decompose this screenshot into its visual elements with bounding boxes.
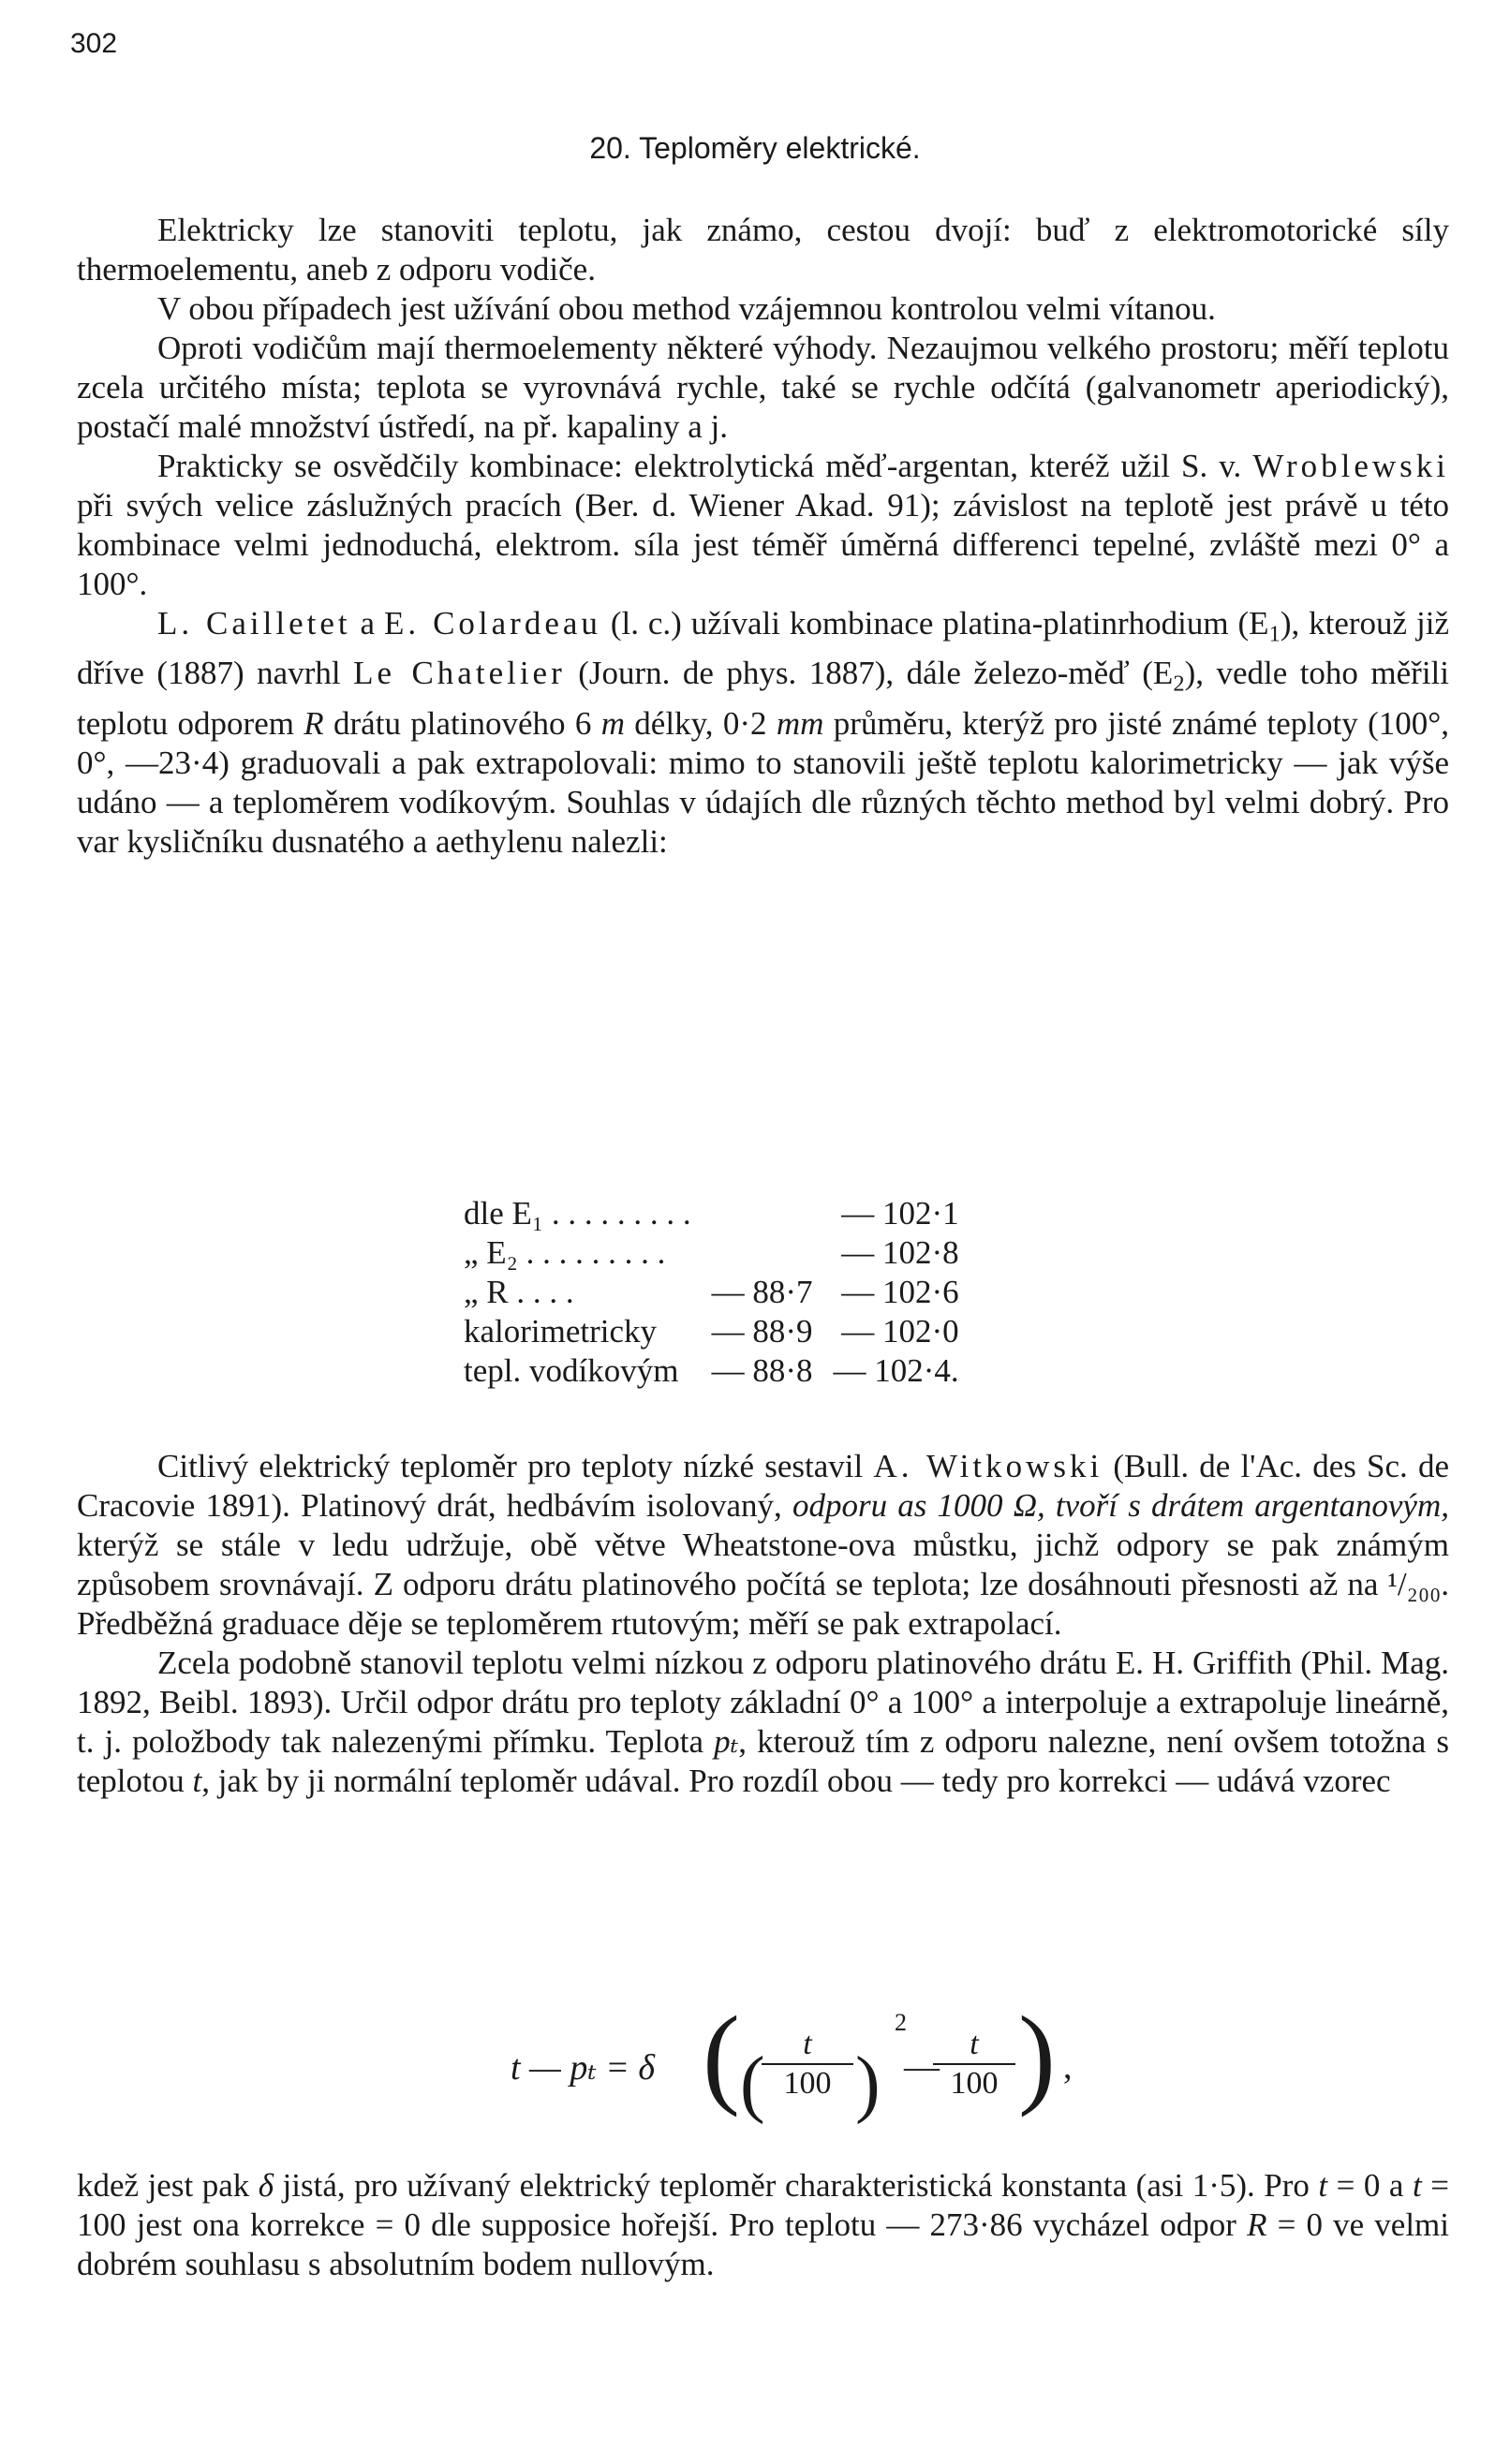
formula-fraction-2: t 100 (927, 2026, 1021, 2103)
table-cell-label: „ R . . . . (464, 1274, 574, 1310)
author-name: E. Colardeau (384, 605, 601, 642)
paragraph-7: Zcela podobně stanovil teplotu velmi nízkou z odporu platinového drátu E. H. Griffith (Phil. Mag. 1892, Beibl. 1893). Určil odpor drátu pro teploty základní 0° a 100° a interpoluje a extrapoluje lineárně, t. j. položbody tak nalezenými přímku. Teplota pₜ, kterouž tím z odporu nalezne, není ovšem totožna s teplotou t, jak by ji normální teploměr udával. Pro rozdíl obou — tedy pro korrekci — udává vzorec (77, 1645, 1450, 1799)
paragraph-2: V obou případech jest užívání obou method vzájemnou kontrolou velmi vítanou. (157, 290, 1216, 327)
paragraph-5: L. Cailletet a E. Colardeau (l. c.) užívali kombinace platina-platinrhodium $(E_1)$, kterouž již dříve (1887) navrhl Le Chatelier (Journ. de phys. 1887), dále železo-měď $(E_2)$, vedle toho měřili teplotu odporem R drátu platinového 6 m délky, 0·2 mm průměru, kterýž pro jisté známé teploty (100°, 0°, —23·4) graduovali a pak extrapolovali: mimo to stanovili ještě teplotu kalorimetricky — jak výše udáno — a teploměrem vodíkovým. Souhlas v údajích dle různých těchto method byl velmi dobrý. Pro var kysličníku dusnatého a aethylenu nalezli: (77, 605, 1449, 860)
table-cell-value: — 88·9 (711, 1313, 813, 1350)
table-row (464, 1233, 967, 1273)
table-cell-value: — 102·8 (841, 1234, 959, 1271)
formula-paren-close: ) (1018, 1993, 1056, 2117)
table-row (464, 1194, 967, 1233)
table-cell-value: — 102·6 (841, 1274, 959, 1310)
text-block-top (77, 211, 1449, 862)
section-title: 20. Teploměry elektrické. (589, 131, 921, 165)
formula-fraction-1: t 100 (756, 2026, 859, 2103)
table-cell-value (699, 1194, 821, 1233)
formula-exponent: 2 (895, 2009, 907, 2036)
table-cell-label: kalorimetricky (464, 1313, 658, 1350)
formula-paren-inner-close: ) (855, 2043, 881, 2125)
results-table (464, 1194, 967, 1391)
text-block-bottom (77, 2166, 1449, 2284)
paragraph-1: Elektricky lze stanoviti teplotu, jak známo, cestou dvojí: buď z elektromotorické síly thermoelementu, aneb z odporu vodiče. (77, 212, 1449, 288)
author-name: Wroblewski (1252, 448, 1449, 484)
table-cell-label: dle E₁ . . . . . . . . . (464, 1195, 691, 1232)
paragraph-6: Citlivý elektrický teploměr pro teploty nízké sestavil A. Witkowski (Bull. de l'Ac. des Sc. de Cracovie 1891). Platinový drát, hedbávím isolovaný, odporu as 1000 Ω, tvoří s drátem argentanovým, kterýž se stále v ledu udržuje, obě větve Wheatstone-ova můstku, jichž odpory se pak známým způsobem srovnávají. Z odporu drátu platinového počítá se teplota; lze dosáhnouti přesnosti až na ¹/₂₀₀. Předběžná graduace děje se teploměrem rtutovým; měří se pak extrapolací. (77, 1448, 1449, 1642)
formula-paren-inner-open: ( (740, 2043, 765, 2125)
table-row (464, 1351, 967, 1391)
author-name: Le Chatelier (353, 655, 566, 692)
table-cell-value (699, 1233, 821, 1273)
table-cell-label: „ E₂ . . . . . . . . . (464, 1234, 666, 1271)
table-cell-value: — 102·1 (841, 1195, 959, 1232)
formula (511, 1993, 1073, 2131)
table-cell-value: — 102·4. (833, 1352, 959, 1389)
author-name: A. Witkowski (873, 1448, 1103, 1484)
formula-lhs: t — pₜ = δ (511, 2048, 656, 2088)
formula-comma: , (1063, 2047, 1073, 2087)
table-cell-value: — 88·7 (711, 1274, 813, 1310)
table-cell-label: tepl. vodíkovým (464, 1352, 679, 1389)
text-block-middle (77, 1447, 1449, 1801)
formula-paren-open: ( (703, 1993, 740, 2117)
table-cell-value: — 102·0 (841, 1313, 959, 1350)
table-row (464, 1273, 967, 1312)
formula-minus: — (904, 2047, 940, 2087)
paragraph-8: kdež jest pak δ jistá, pro užívaný elektrický teploměr charakteristická konstanta (asi 1·5). Pro t = 0 a t = 100 jest ona korrekce = 0 dle supposice hořejší. Pro teplotu — 273·86 vycházel odpor R = 0 ve velmi dobrém souhlasu s absolutním bodem nullovým. (77, 2167, 1449, 2282)
author-name: L. Cailletet (157, 605, 351, 642)
paragraph-3: Oproti vodičům mají thermoelementy některé výhody. Nezaujmou velkého prostoru; měří teplotu zcela určitého místa; teplota se vyrovnává rychle, také se rychle odčítá (galvanometr aperiodický), postačí malé množství ústředí, na př. kapaliny a j. (77, 330, 1449, 445)
paragraph-4: Prakticky se osvědčily kombinace: elektrolytická měď-argentan, kteréž užil S. v. Wroblewski při svých velice záslužných pracích (Ber. d. Wiener Akad. 91); závislost na teplotě jest právě u této kombinace velmi jednoduchá, elektrom. síla jest téměř úměrná differenci tepelné, zvláště mezi 0° a 100°. (77, 448, 1449, 602)
table-row (464, 1312, 967, 1351)
table-cell-value: — 88·8 (711, 1352, 813, 1389)
page-number: 302 (70, 28, 118, 59)
